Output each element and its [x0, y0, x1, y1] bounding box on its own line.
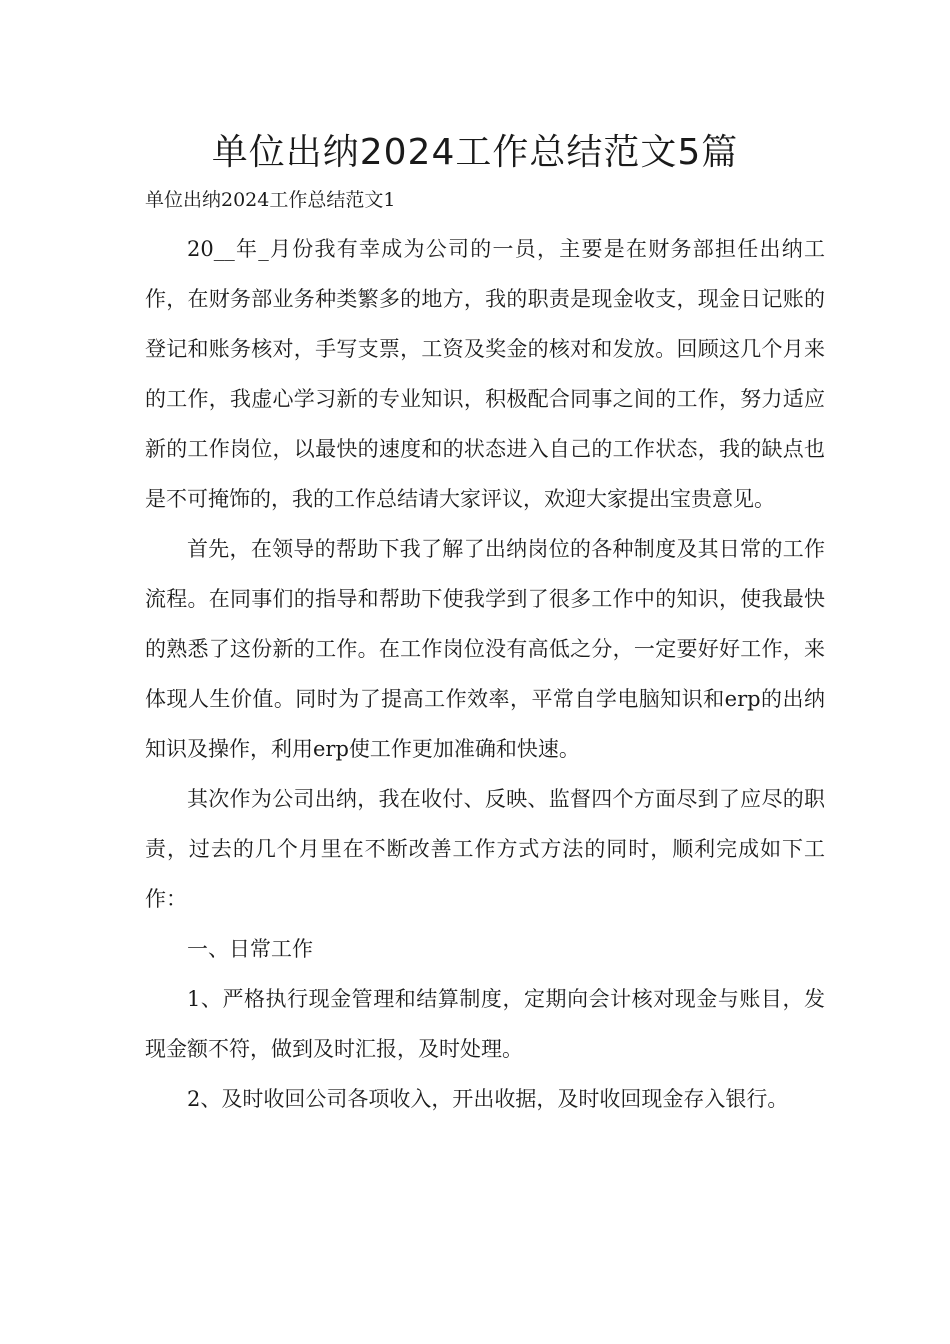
document-title: 单位出纳2024工作总结范文5篇	[211, 132, 739, 173]
section-heading-daily-work: 一、日常工作	[187, 937, 313, 961]
paragraph-second: 其次作为公司出纳，我在收付、反映、监督四个方面尽到了应尽的职责，过去的几个月里在不断改善工作方式方法的同时，顺利完成如下工作：	[145, 787, 825, 911]
list-item-1: 1、严格执行现金管理和结算制度，定期向会计核对现金与账目，发现金额不符，做到及时汇报，及时处理。	[145, 987, 825, 1061]
section-subtitle: 单位出纳2024工作总结范文1	[145, 189, 396, 211]
document-body	[145, 182, 825, 1124]
paragraph-intro: 20__年_月份我有幸成为公司的一员，主要是在财务部担任出纳工作，在财务部业务种类繁多的地方，我的职责是现金收支，现金日记账的登记和账务核对，手写支票，工资及奖金的核对和发放。回顾这几个月来的工作，我虚心学习新的专业知识，积极配合同事之间的工作，努力适应新的工作岗位，以最快的速度和的状态进入自己的工作状态，我的缺点也是不可掩饰的，我的工作总结请大家评议，欢迎大家提出宝贵意见。	[145, 237, 825, 511]
paragraph-first: 首先，在领导的帮助下我了解了出纳岗位的各种制度及其日常的工作流程。在同事们的指导和帮助下使我学到了很多工作中的知识，使我最快的熟悉了这份新的工作。在工作岗位没有高低之分，一定要好好工作，来体现人生价值。同时为了提高工作效率，平常自学电脑知识和erp的出纳知识及操作，利用erp使工作更加准确和快速。	[145, 537, 825, 761]
list-item-2: 2、及时收回公司各项收入，开出收据，及时收回现金存入银行。	[187, 1087, 789, 1111]
